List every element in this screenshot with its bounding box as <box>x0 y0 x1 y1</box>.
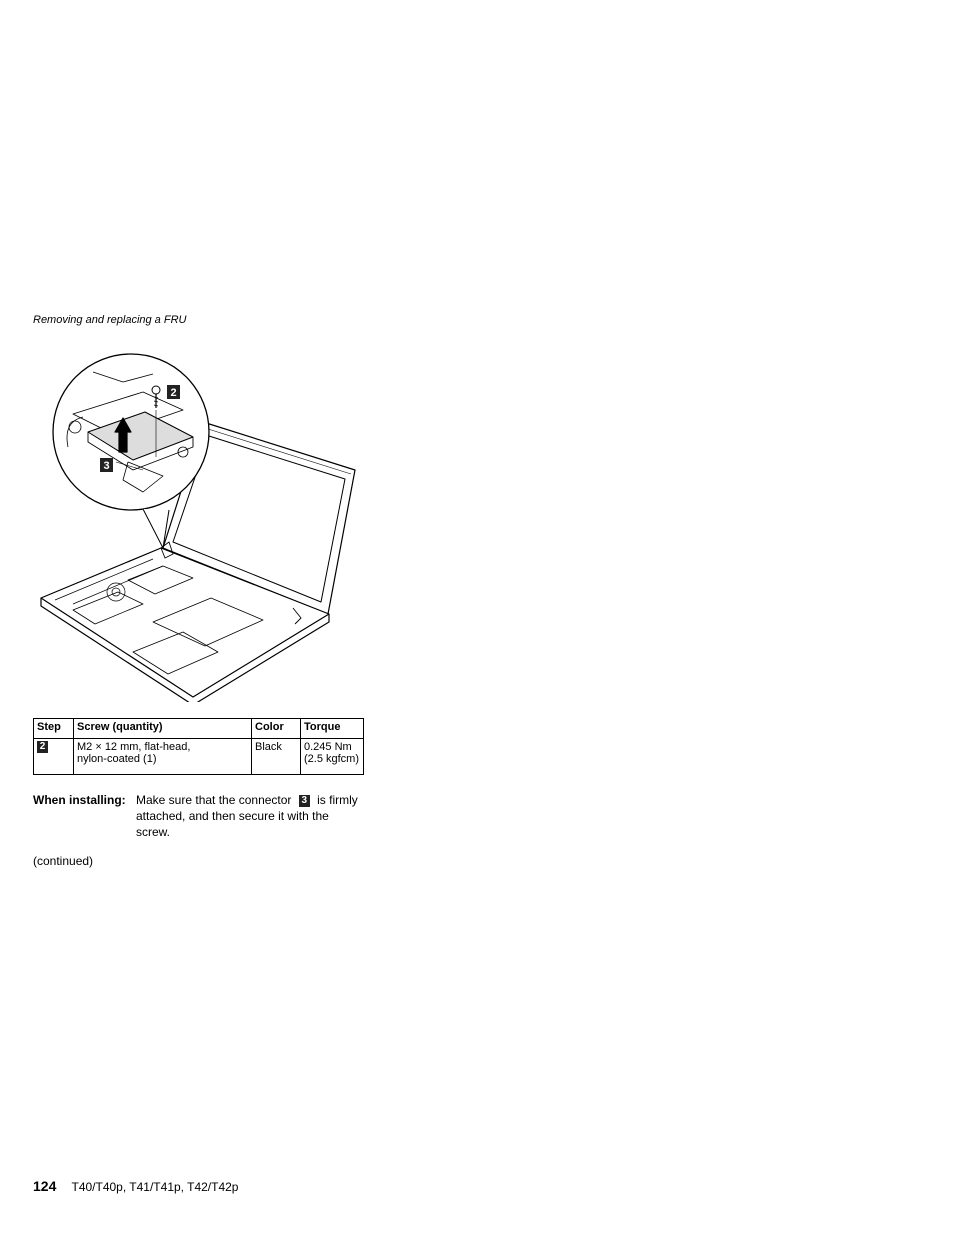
table-header-row <box>34 719 364 739</box>
running-header: Removing and replacing a FRU <box>33 314 187 326</box>
svg-text:3: 3 <box>103 460 110 472</box>
svg-text:2: 2 <box>170 387 177 399</box>
laptop-disassembly-illustration <box>33 352 368 702</box>
screw-description-line1: M2 × 12 mm, flat-head, <box>77 741 191 753</box>
cell-torque <box>301 739 364 775</box>
column-header-screw: Screw (quantity) <box>74 719 252 739</box>
installing-text <box>136 792 358 840</box>
step-callout: 2 <box>37 741 48 753</box>
cell-color: Black <box>252 739 301 775</box>
connector-callout: 3 <box>299 795 310 807</box>
torque-line1: 0.245 Nm <box>304 741 352 753</box>
installing-text-after: is firmly attached, and then secure it with the screw. <box>136 793 358 839</box>
column-header-torque: Torque <box>301 719 364 739</box>
model-names: T40/T40p, T41/T41p, T42/T42p <box>71 1180 239 1194</box>
screw-spec-table <box>33 718 364 775</box>
installing-text-before: Make sure that the connector <box>136 793 292 807</box>
continued-note: (continued) <box>33 854 94 868</box>
screw-description-line2: nylon-coated (1) <box>77 753 157 765</box>
page-number: 124 <box>33 1178 57 1194</box>
callout-connector <box>100 458 113 472</box>
cell-step <box>34 739 74 775</box>
column-header-color: Color <box>252 719 301 739</box>
cell-screw <box>74 739 252 775</box>
installing-label: When installing: <box>33 793 126 807</box>
column-header-step: Step <box>34 719 74 739</box>
table-row <box>34 739 364 775</box>
page-footer <box>33 1178 238 1194</box>
callout-screw <box>167 385 180 399</box>
torque-line2: (2.5 kgfcm) <box>304 753 360 765</box>
